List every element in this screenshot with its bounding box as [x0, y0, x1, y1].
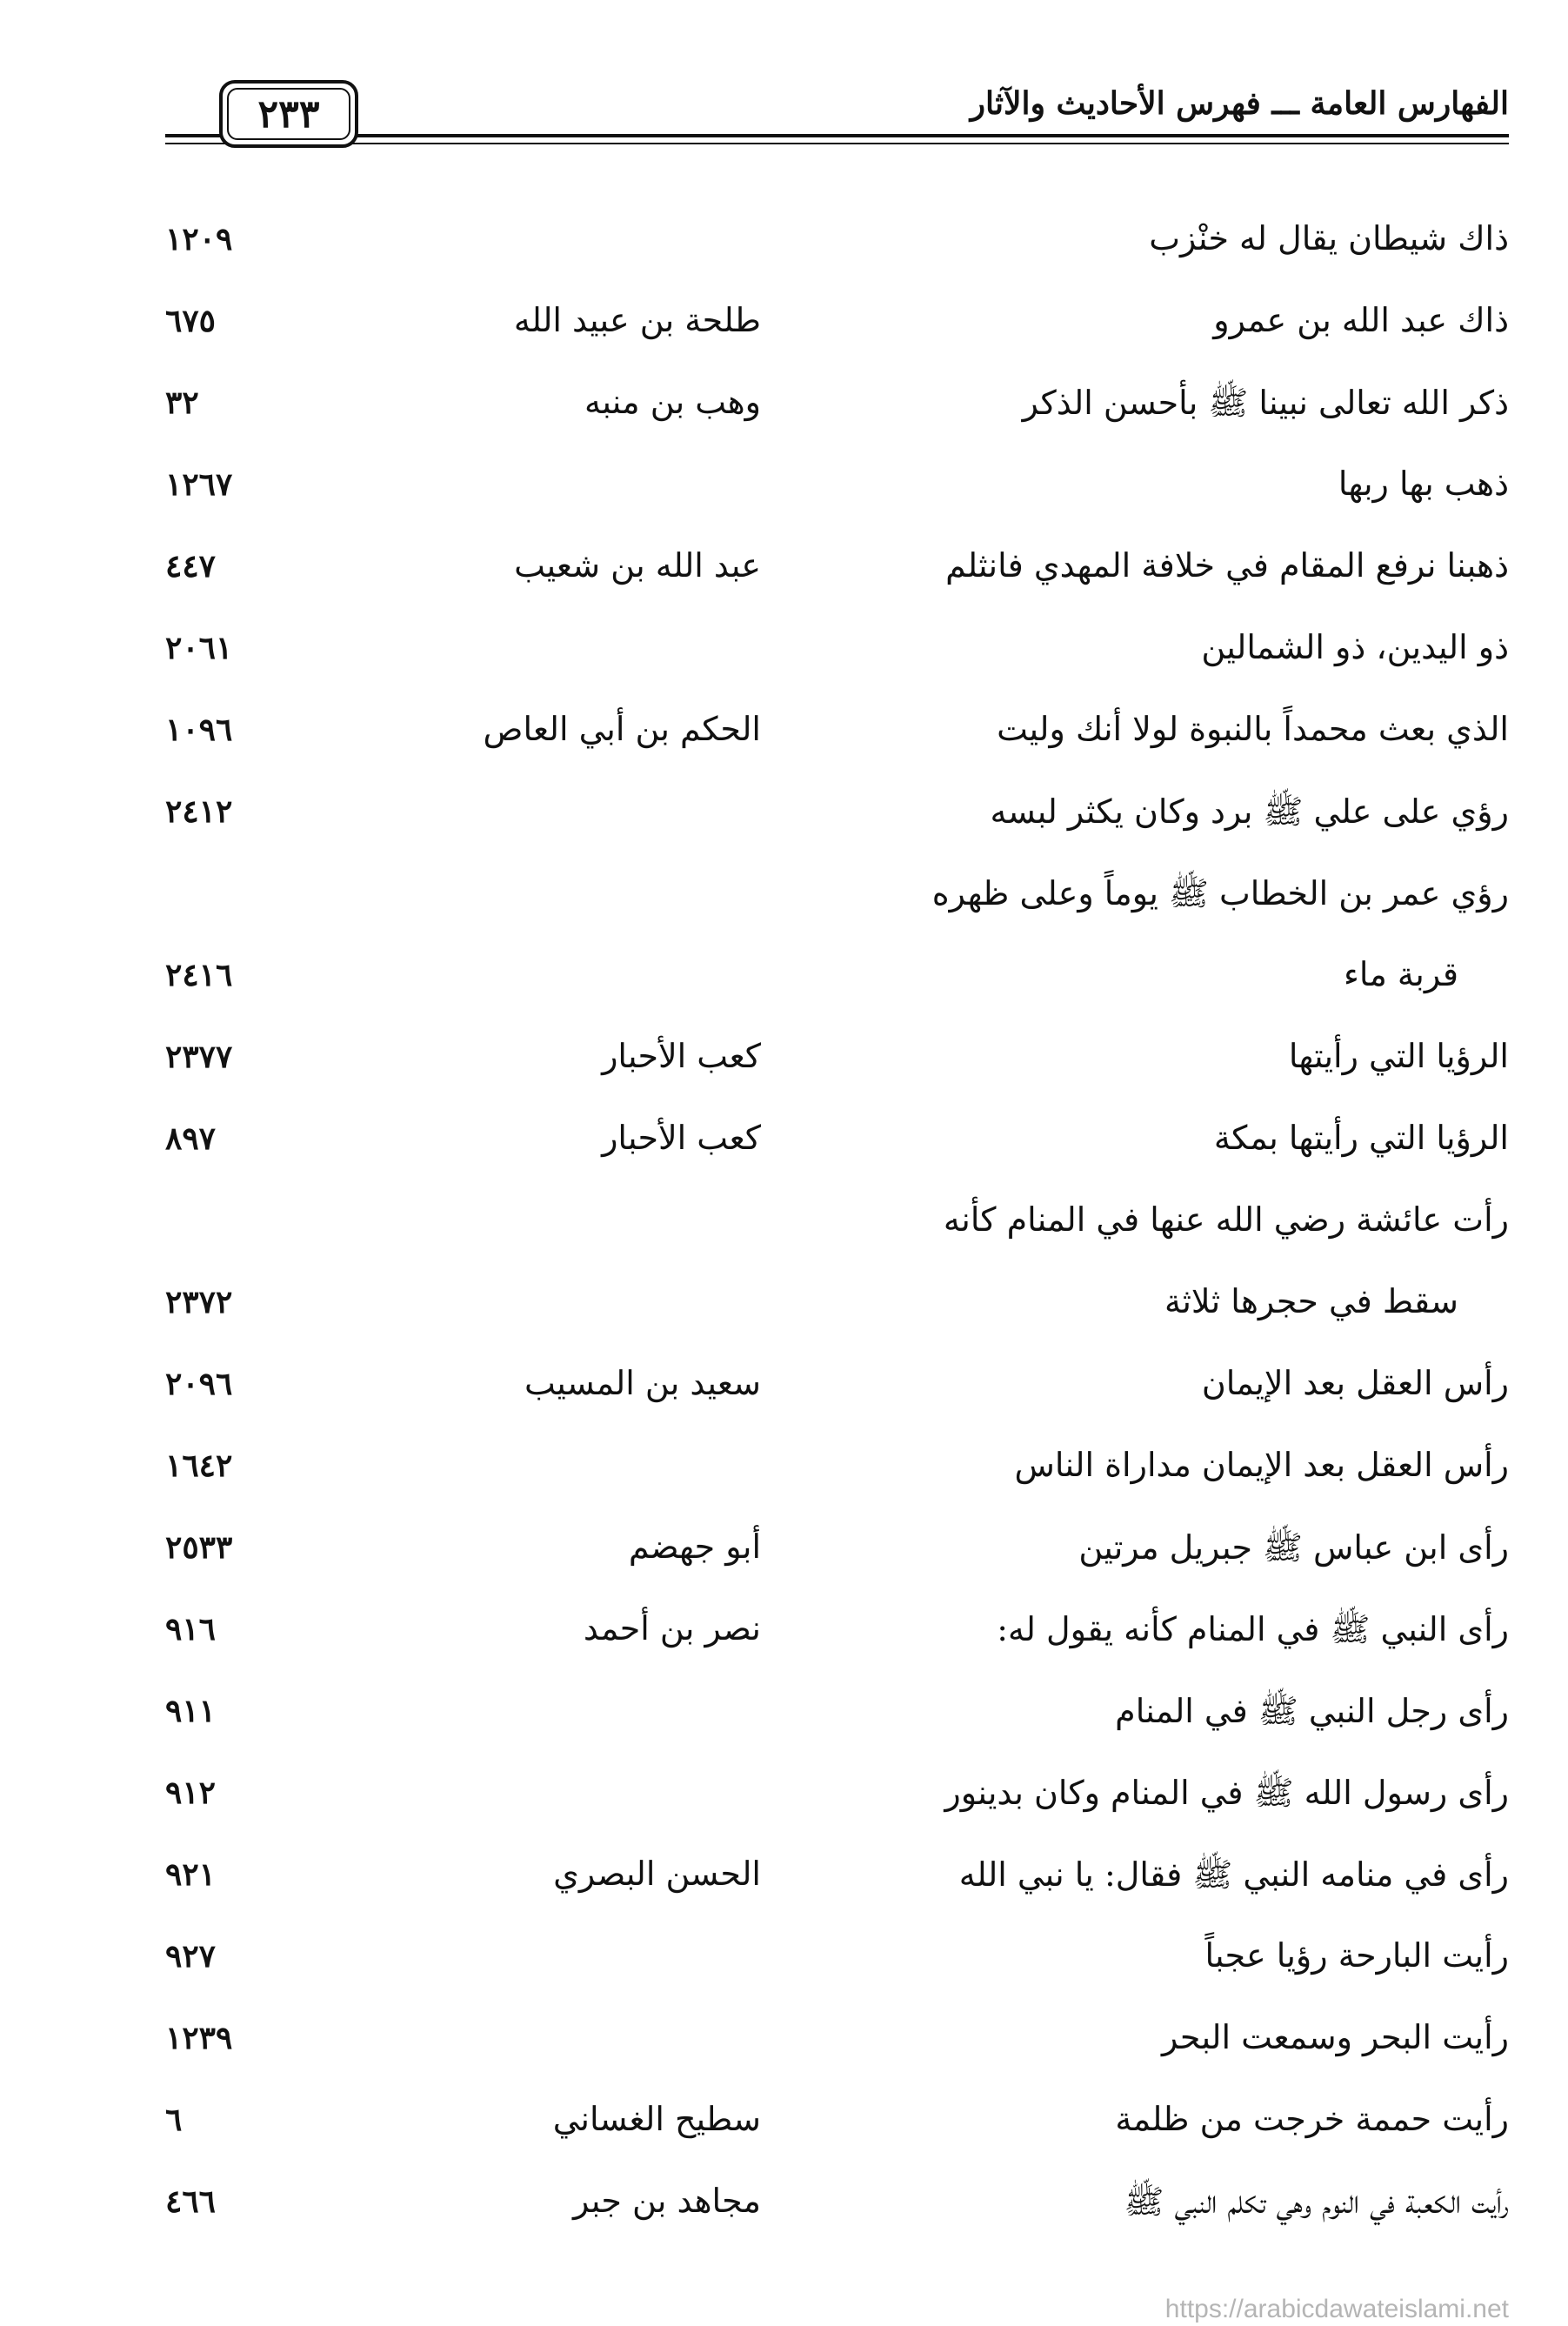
entry-text: رأى رسول الله ﷺ في المنام وكان بدينور	[944, 1774, 1509, 1812]
index-entry	[165, 376, 1509, 458]
entry-narrator: سعيد بن المسيب	[524, 1364, 761, 1402]
entry-text: ذاك شيطان يقال له خنْزب	[1149, 219, 1509, 257]
entry-number: ١٠٩٦	[165, 712, 233, 748]
entry-number: ١٢٣٩	[165, 2020, 233, 2056]
entry-narrator: نصر بن أحمد	[583, 1609, 761, 1648]
entry-narrator: مجاهد بن جبر	[572, 2182, 761, 2220]
entry-text: رأى في منامه النبي ﷺ فقال: يا نبي الله	[958, 1855, 1509, 1894]
entry-text: ذهب بها ربها	[1338, 465, 1509, 503]
index-entry	[165, 539, 1509, 621]
entry-narrator: أبو جهضم	[628, 1527, 761, 1566]
entry-text: ذهبنا نرفع المقام في خلافة المهدي فانثلم	[945, 546, 1509, 585]
page-number-frame	[219, 80, 358, 148]
entry-number: ١٦٤٢	[165, 1447, 233, 1484]
entry-number: ٣٢	[165, 384, 199, 421]
entry-number: ٩٢١	[165, 1856, 217, 1893]
entry-narrator: كعب الأحبار	[602, 1119, 761, 1157]
entry-number: ٩٢٧	[165, 1938, 217, 1975]
index-entry	[165, 1602, 1509, 1684]
index-entry	[165, 1848, 1509, 1929]
entry-number: ٢٥٣٣	[165, 1529, 233, 1566]
index-entry	[165, 1929, 1509, 2011]
entry-number: ٢٣٧٧	[165, 1039, 233, 1075]
header-double-rule	[165, 134, 1509, 144]
entry-number: ٩١٢	[165, 1775, 217, 1811]
index-entry	[165, 2175, 1509, 2256]
index-entry	[165, 785, 1509, 866]
entry-text: الرؤيا التي رأيتها	[1288, 1037, 1509, 1075]
index-entry	[165, 2011, 1509, 2093]
entry-text: رؤي على علي ﷺ برد وكان يكثر لبسه	[990, 792, 1509, 831]
entry-text: رأيت البحر وسمعت البحر	[1161, 2018, 1509, 2056]
index-entry	[165, 1030, 1509, 1112]
entry-number: ٢٤١٦	[165, 957, 233, 993]
page-number: ٢٣٣	[257, 91, 320, 137]
index-entry	[165, 294, 1509, 376]
entry-text: رأى النبي ﷺ في المنام كأنه يقول له:	[997, 1610, 1509, 1648]
index-entry	[165, 1439, 1509, 1521]
entry-number: ٢٠٦١	[165, 630, 233, 666]
index-entry	[165, 1275, 1509, 1357]
entry-text: رأى ابن عباس ﷺ جبريل مرتين	[1078, 1528, 1509, 1567]
index-entry	[165, 948, 1509, 1030]
index-entry	[165, 458, 1509, 539]
entry-number: ١٢٦٧	[165, 466, 233, 503]
entry-text: رأيت حممة خرجت من ظلمة	[1115, 2100, 1509, 2138]
entry-narrator: الحكم بن أبي العاص	[483, 710, 761, 748]
entry-number: ٦٧٥	[165, 303, 217, 339]
index-entry	[165, 1112, 1509, 1193]
page-header	[165, 80, 1509, 150]
entry-text: رأس العقل بعد الإيمان مداراة الناس	[1014, 1446, 1509, 1484]
entry-number: ٩١١	[165, 1693, 217, 1729]
entry-text: رأت عائشة رضي الله عنها في المنام كأنه	[943, 1200, 1509, 1239]
index-entry	[165, 1193, 1509, 1275]
entry-number: ٦	[165, 2102, 183, 2138]
hadith-index-list	[165, 212, 1509, 2256]
index-entry	[165, 866, 1509, 948]
index-entry	[165, 212, 1509, 294]
entry-narrator: وهب بن منبه	[584, 383, 761, 421]
entry-text: ذاك عبد الله بن عمرو	[1213, 301, 1509, 339]
entry-text: قربة ماء	[1344, 955, 1458, 993]
index-entry	[165, 1521, 1509, 1602]
entry-text: الرؤيا التي رأيتها بمكة	[1213, 1119, 1509, 1157]
entry-text: ذو اليدين، ذو الشمالين	[1201, 628, 1509, 666]
entry-number: ٢٠٩٦	[165, 1366, 233, 1402]
index-entry	[165, 703, 1509, 785]
entry-narrator: الحسن البصري	[553, 1855, 761, 1893]
index-entry	[165, 621, 1509, 703]
entry-narrator: كعب الأحبار	[602, 1037, 761, 1075]
entry-text: رأى رجل النبي ﷺ في المنام	[1115, 1692, 1509, 1730]
entry-text: رأيت الكعبة في النوم وهي تكلم النبي ﷺ	[1124, 2182, 1509, 2221]
index-entry	[165, 1766, 1509, 1848]
index-entry	[165, 2093, 1509, 2175]
entry-text: ذكر الله تعالى نبينا ﷺ بأحسن الذكر	[1022, 384, 1509, 422]
entry-number: ٤٦٦	[165, 2183, 217, 2220]
source-watermark: https://arabicdawateislami.net	[1164, 2295, 1509, 2323]
entry-text: سقط في حجرها ثلاثة	[1164, 1282, 1458, 1320]
entry-number: ١٢٠٩	[165, 221, 233, 257]
entry-narrator: سطيح الغساني	[552, 2100, 761, 2138]
entry-narrator: عبد الله بن شعيب	[514, 546, 761, 585]
entry-number: ٩١٦	[165, 1611, 217, 1648]
entry-text: رؤي عمر بن الخطاب ﷺ يوماً وعلى ظهره	[931, 874, 1509, 912]
entry-text: رأيت البارحة رؤيا عجباً	[1204, 1936, 1509, 1975]
entry-narrator: طلحة بن عبيد الله	[513, 301, 761, 339]
entry-number: ٢٣٧٢	[165, 1284, 233, 1320]
entry-text: رأس العقل بعد الإيمان	[1201, 1364, 1509, 1402]
index-entry	[165, 1357, 1509, 1439]
entry-number: ٢٤١٢	[165, 793, 233, 830]
entry-number: ٤٤٧	[165, 548, 217, 585]
running-title: الفهارس العامة ـــ فهرس الأحاديث والآثار	[970, 85, 1509, 122]
entry-text: الذي بعث محمداً بالنبوة لولا أنك وليت	[997, 710, 1509, 748]
index-entry	[165, 1684, 1509, 1766]
entry-number: ٨٩٧	[165, 1120, 217, 1157]
